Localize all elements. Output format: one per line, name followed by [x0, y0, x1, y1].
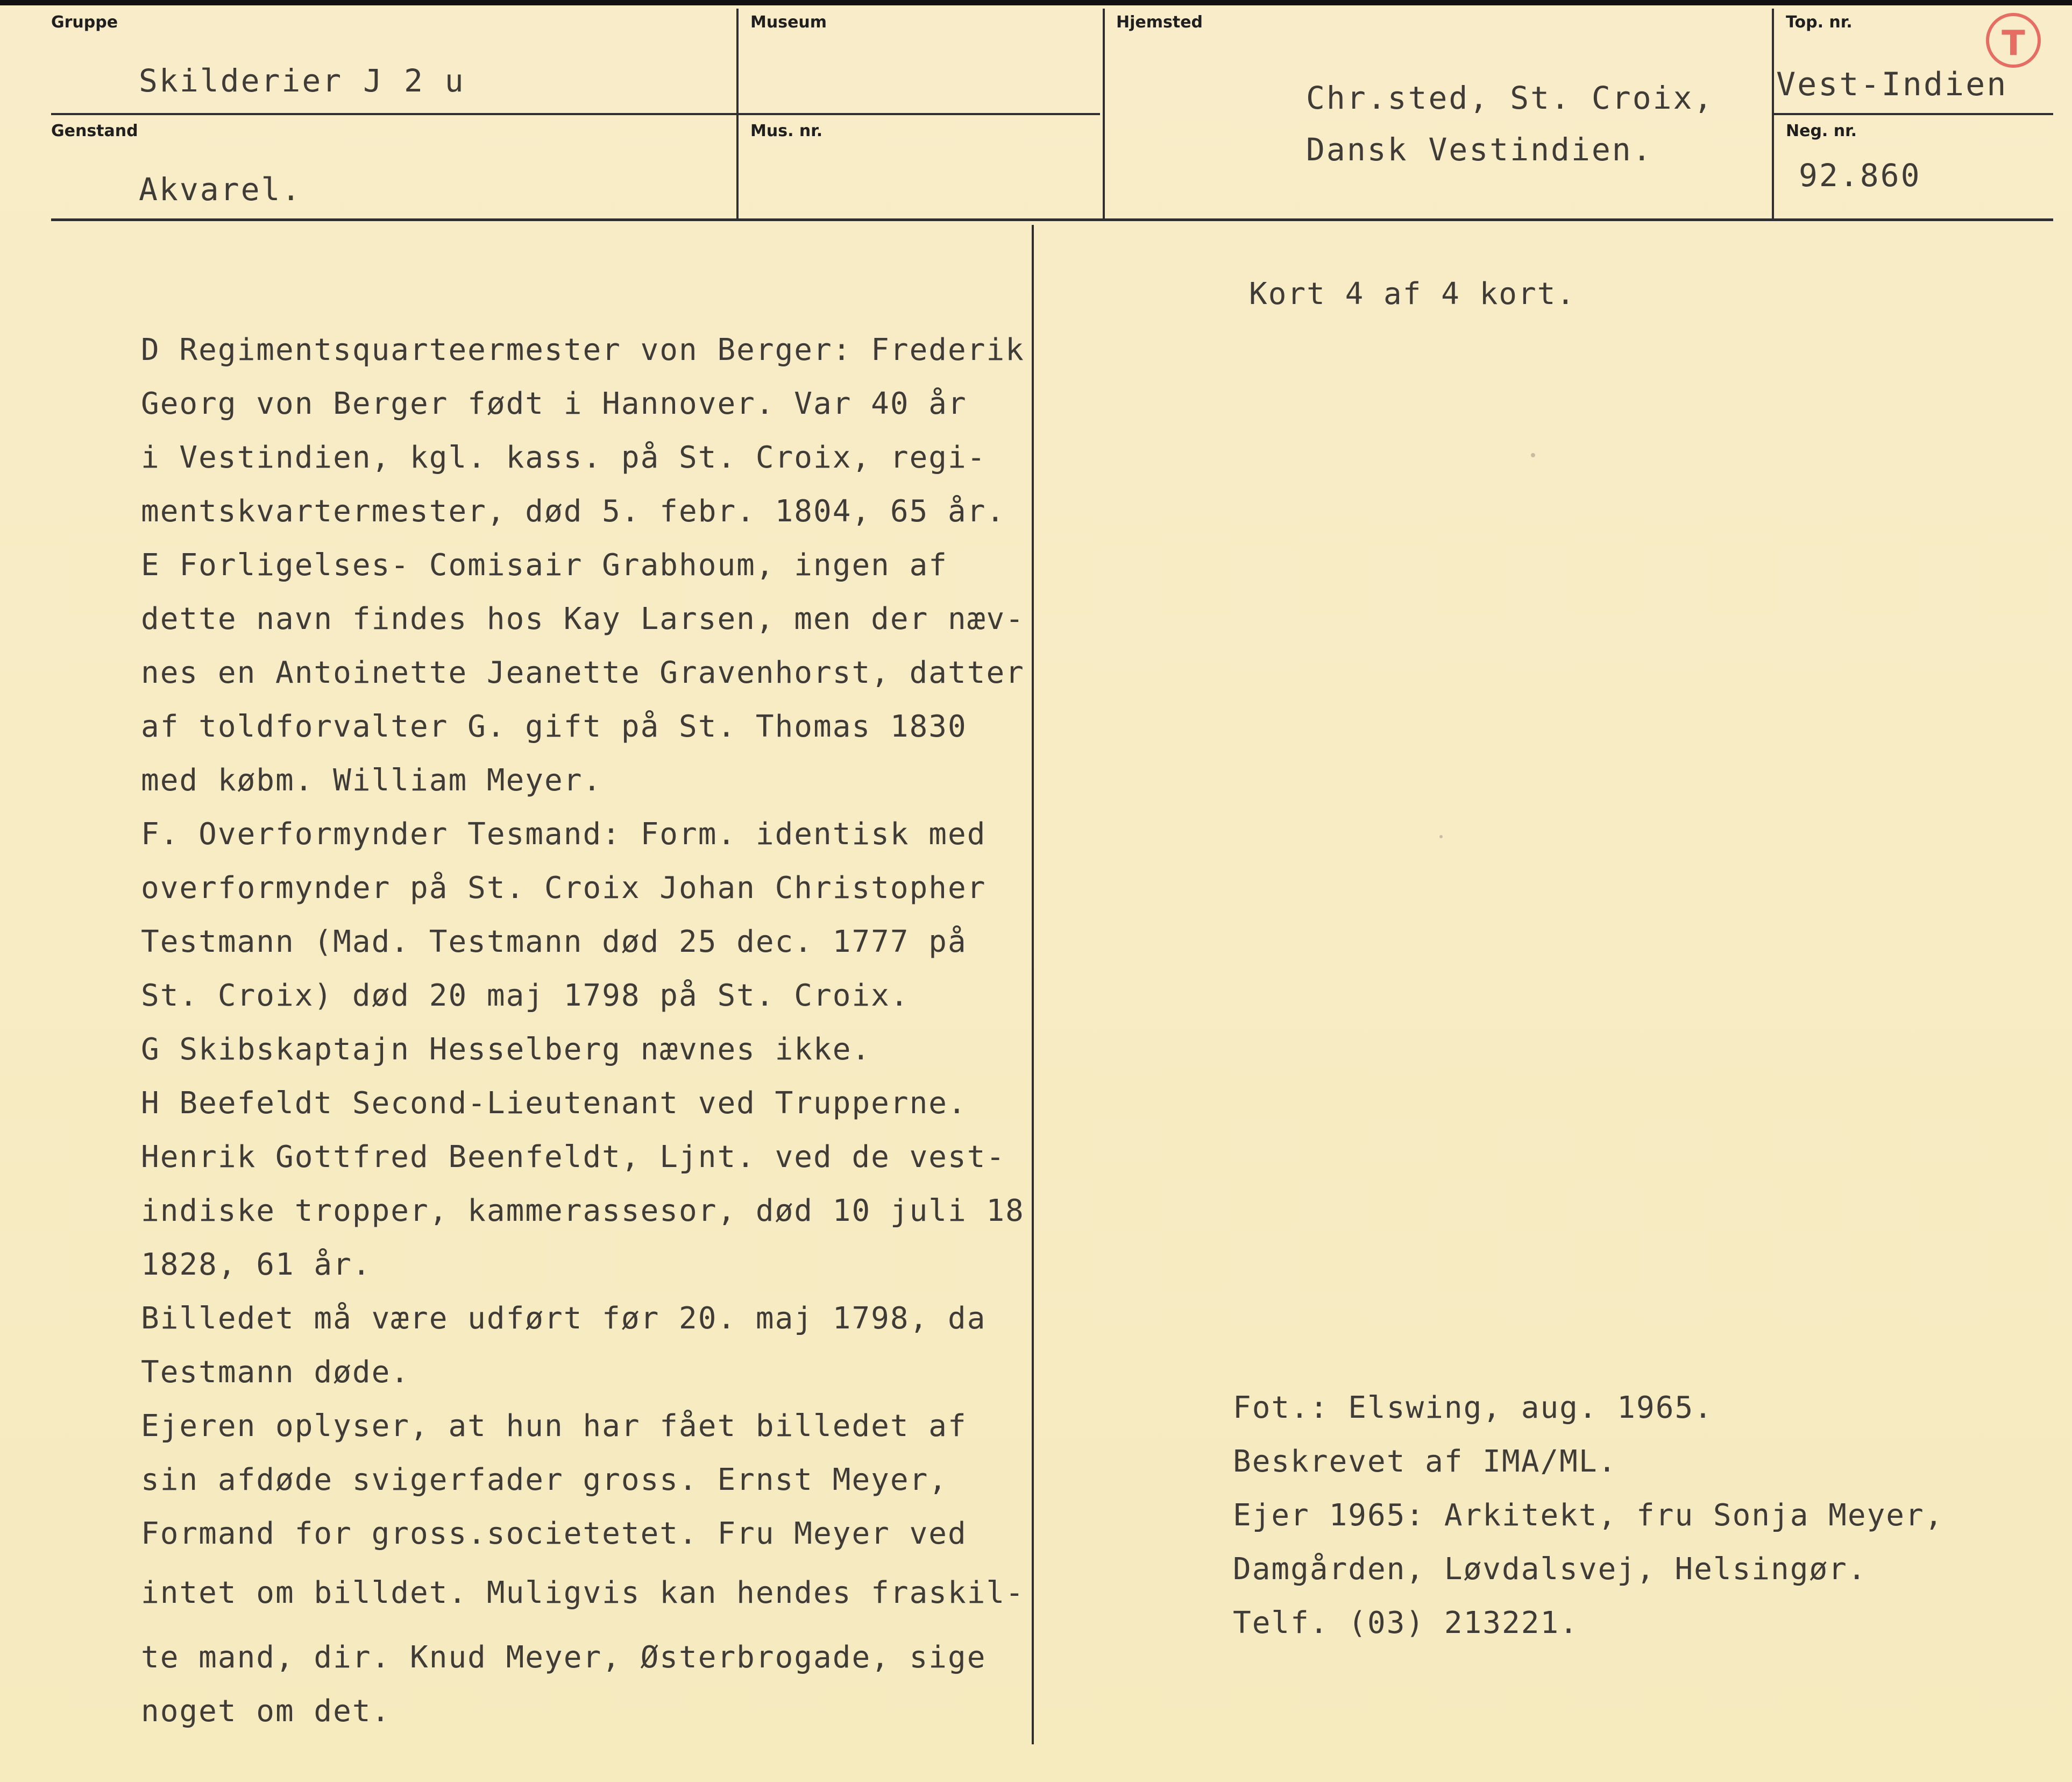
- footer-note-4: Damgården, Løvdalsvej, Helsingør.: [1233, 1552, 1867, 1587]
- footer-note-2: Beskrevet af IMA/ML.: [1233, 1444, 1617, 1479]
- body-line-2: Georg von Berger født i Hannover. Var 40 år: [141, 386, 967, 421]
- body-line-25: te mand, dir. Knud Meyer, Østerbrogade, sige: [141, 1640, 987, 1675]
- body-line-21: Ejeren oplyser, at hun har fået billedet af: [141, 1409, 967, 1444]
- header-column-divider-2: [1103, 9, 1105, 218]
- genstand-label: Genstand: [51, 122, 138, 140]
- header-column-divider-3: [1772, 9, 1774, 218]
- footer-note-5: Telf. (03) 213221.: [1233, 1606, 1579, 1640]
- body-line-3: i Vestindien, kgl. kass. på St. Croix, regi-: [141, 440, 987, 475]
- body-line-8: af toldforvalter G. gift på St. Thomas 1830: [141, 709, 967, 744]
- body-line-26: noget om det.: [141, 1694, 391, 1729]
- museum-label: Museum: [750, 13, 827, 32]
- red-stamp: [1986, 13, 2041, 68]
- card-count: Kort 4 af 4 kort.: [1249, 277, 1576, 312]
- body-line-15: H Beefeldt Second-Lieutenant ved Trupperne.: [141, 1086, 967, 1121]
- body-line-5: E Forligelses- Comisair Grabhoum, ingen af: [141, 548, 948, 583]
- header-middle-rule: [51, 113, 1100, 115]
- neg-nr-label: Neg. nr.: [1786, 122, 1857, 140]
- body-center-divider: [1032, 225, 1034, 1744]
- body-line-4: mentskvartermester, død 5. febr. 1804, 65 år.: [141, 494, 1006, 529]
- top-nr-value: Vest-Indien: [1776, 66, 2008, 103]
- body-line-9: med købm. William Meyer.: [141, 763, 602, 798]
- body-line-14: G Skibskaptajn Hesselberg nævnes ikke.: [141, 1032, 871, 1067]
- body-line-10: F. Overformynder Tesmand: Form. identisk med: [141, 817, 987, 852]
- hjemsted-value-line-1: Chr.sted, St. Croix,: [1306, 80, 1714, 116]
- body-line-11: overformynder på St. Croix Johan Christopher: [141, 871, 987, 906]
- body-line-20: Testmann døde.: [141, 1355, 410, 1390]
- body-line-1: D Regimentsquarteermester von Berger: Frederik: [141, 333, 1025, 367]
- genstand-value: Akvarel.: [139, 171, 302, 208]
- top-nr-divider-rule: [1773, 113, 2053, 115]
- body-line-16: Henrik Gottfred Beenfeldt, Ljnt. ved de vest-: [141, 1140, 1006, 1175]
- hjemsted-label: Hjemsted: [1116, 13, 1203, 32]
- body-line-22: sin afdøde svigerfader gross. Ernst Meyer,: [141, 1462, 948, 1497]
- paper-speck-1: [1531, 453, 1535, 457]
- header-column-divider-1: [736, 9, 739, 218]
- body-line-23: Formand for gross.societetet. Fru Meyer ved: [141, 1516, 967, 1551]
- gruppe-value: Skilderier J 2 u: [139, 62, 465, 99]
- body-line-7: nes en Antoinette Jeanette Gravenhorst, datter: [141, 655, 1025, 690]
- paper-speck-2: [1439, 835, 1443, 838]
- body-line-13: St. Croix) død 20 maj 1798 på St. Croix.: [141, 978, 910, 1013]
- gruppe-label: Gruppe: [51, 13, 118, 32]
- neg-nr-value: 92.860: [1799, 157, 1921, 194]
- body-line-19: Billedet må være udført før 20. maj 1798, da: [141, 1301, 987, 1336]
- footer-note-3: Ejer 1965: Arkitekt, fru Sonja Meyer,: [1233, 1498, 1944, 1533]
- stamp-letter: T: [2002, 24, 2025, 63]
- body-line-6: dette navn findes hos Kay Larsen, men der næv-: [141, 602, 1025, 637]
- header-bottom-rule: [51, 218, 2053, 221]
- top-nr-label: Top. nr.: [1786, 13, 1853, 32]
- body-line-12: Testmann (Mad. Testmann død 25 dec. 1777 på: [141, 924, 967, 959]
- body-line-24: intet om billdet. Muligvis kan hendes fraskil-: [141, 1575, 1025, 1610]
- body-line-17: indiske tropper, kammerassesor, død 10 juli 18: [141, 1193, 1025, 1228]
- footer-note-1: Fot.: Elswing, aug. 1965.: [1233, 1390, 1713, 1425]
- body-line-18: 1828, 61 år.: [141, 1247, 372, 1282]
- mus-nr-label: Mus. nr.: [750, 122, 823, 140]
- hjemsted-value-line-2: Dansk Vestindien.: [1306, 131, 1653, 168]
